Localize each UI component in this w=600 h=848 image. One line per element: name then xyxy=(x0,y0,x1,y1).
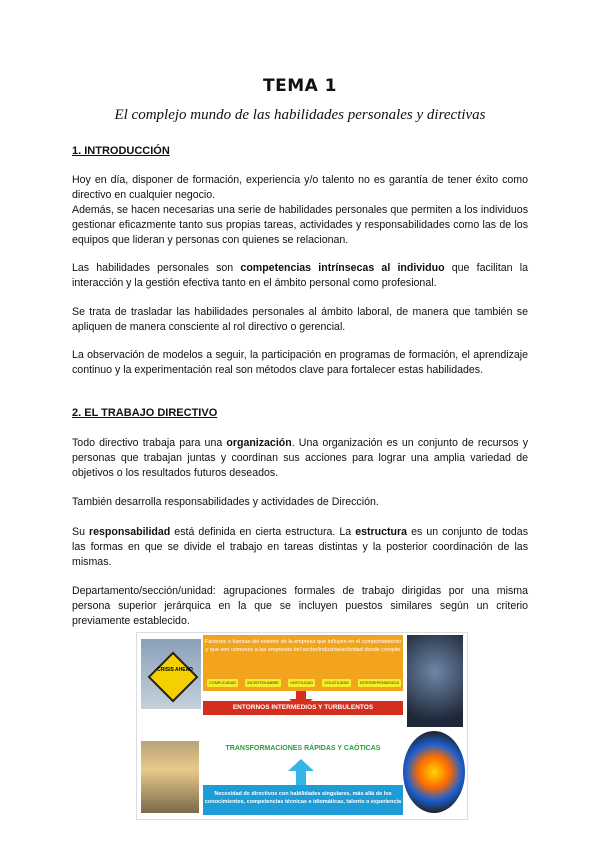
trabajo-text-3c: está definida en cierta estructura. La xyxy=(170,526,356,538)
trabajo-paragraph-4: Departamento/sección/unidad: agrupaciones formales de trabajo dirigidas por una misma persona superior jerárquica en la que se incluyen puestos similares según un criterio previamente establecido. xyxy=(72,585,528,627)
trabajo-paragraph-2: También desarrolla responsabilidades y actividades de Dirección. xyxy=(72,496,379,508)
intro-text-2-post: que facilitan la interacción y la gestión efectiva tanto en el ámbito personal como profesional. xyxy=(72,262,529,289)
arrow-up-icon xyxy=(287,759,315,785)
intro-paragraph-2 xyxy=(72,261,528,291)
trabajo-paragraph-1 xyxy=(72,436,528,481)
trabajo-paragraph-3 xyxy=(72,525,528,570)
tag-interdependencia: INTERDEPENDENCIA xyxy=(360,681,399,685)
section-heading-trabajo-directivo: 2. EL TRABAJO DIRECTIVO xyxy=(72,407,218,419)
external-factors-box: Factores o fuerzas del exterior de la empresa que influyen en el comportamiento y que son comunes a las empresas del sector/industria/actividad donde compite xyxy=(203,635,403,691)
maze-image xyxy=(407,635,463,727)
intro-text-2-bold: competencias intrínsecas al individuo xyxy=(240,262,445,274)
landscape-image xyxy=(141,741,199,813)
crisis-sign-image xyxy=(141,639,201,709)
trabajo-text-3a: Su xyxy=(72,526,90,538)
intro-text-1a: Hoy en día, disponer de formación, experiencia y/o talento no es garantía de tener éxito como directivo en cualquier negocio. xyxy=(72,174,528,201)
sign-text: CRISIS AHEAD xyxy=(157,667,193,673)
factor-tags xyxy=(207,679,401,687)
trabajo-text-1-post: . Una organización es un conjunto de recursos y personas que trabajan juntas y coordinan sus acciones para lograr una amplia variedad de objetivos o los resultados futuros deseados. xyxy=(72,437,528,479)
intro-text-2-pre: Las habilidades personales son xyxy=(72,262,241,274)
warning-sign-icon xyxy=(148,652,199,703)
page-title: TEMA 1 xyxy=(262,76,338,96)
directors-need-box: Necesidad de directivos con habilidades singulares, más allá de los conocimientos, competencias técnicas e idiomáticas, talento o experiencia xyxy=(203,785,403,815)
color-swirl-image xyxy=(403,731,465,813)
rapid-transformations-label: TRANSFORMACIONES RÁPIDAS Y CAÓTICAS xyxy=(225,745,381,752)
intro-text-1b: Además, se hacen necesarias una serie de habilidades personales que permiten a los individuos gestionar eficazmente tanto sus propias tareas, actividades y responsabilidades como las de los equipos que lideran y personas con quienes se relacionan. xyxy=(72,204,528,246)
tag-incertidumbre: INCERTIDUMBRE xyxy=(247,681,279,685)
trabajo-text-1-bold: organización xyxy=(226,437,292,449)
page-subtitle: El complejo mundo de las habilidades personales y directivas xyxy=(114,107,486,123)
tag-complejidad: COMPLEJIDAD xyxy=(209,681,237,685)
intro-paragraph-4: La observación de modelos a seguir, la participación en programas de formación, el aprendizaje continuo y la experimentación real son métodos clave para fortalecer estas habilidades. xyxy=(72,349,528,376)
trabajo-text-3d: es un conjunto de todas las formas en que se divide el trabajo en tareas distintas y la posterior coordinación de las mismas. xyxy=(72,526,528,568)
tag-volatilidad: VOLATILIDAD xyxy=(324,681,349,685)
turbulent-environments-bar: ENTORNOS INTERMEDIOS Y TURBULENTOS xyxy=(203,701,403,715)
trabajo-text-3-bold2: estructura xyxy=(355,526,408,538)
intro-paragraph-1 xyxy=(72,173,528,248)
infographic xyxy=(136,632,468,820)
trabajo-text-1-pre: Todo directivo trabaja para una xyxy=(72,437,227,449)
tag-hostilidad: HOSTILIDAD xyxy=(290,681,314,685)
section-heading-introduccion: 1. INTRODUCCIÓN xyxy=(72,145,170,157)
trabajo-text-3-bold1: responsabilidad xyxy=(89,526,171,538)
intro-paragraph-3: Se trata de trasladar las habilidades personales al ámbito laboral, de manera que también se apliquen de manera consciente al rol directivo o gerencial. xyxy=(72,306,528,333)
